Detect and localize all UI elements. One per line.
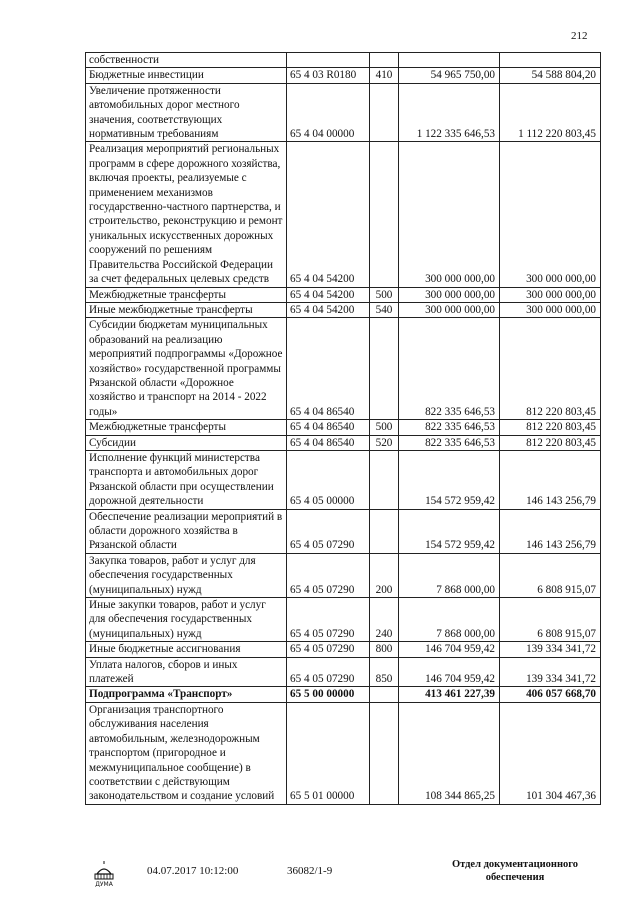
row-value-executed: 139 334 341,72 xyxy=(500,657,601,687)
table-row xyxy=(86,687,601,702)
row-name: Организация транспортного обслуживания населения автомобильным, железнодорожным транспортом (пригородное и межмуниципальное сообщение) в соответствии с действующим законодательством и создание условий xyxy=(86,702,287,804)
table-row xyxy=(86,642,601,657)
table-row xyxy=(86,287,601,302)
row-expense-type xyxy=(370,53,399,68)
row-name: Субсидии xyxy=(86,435,287,450)
row-name: Иные закупки товаров, работ и услуг для обеспечения государственных (муниципальных) нужд xyxy=(86,598,287,642)
table-row xyxy=(86,702,601,804)
row-name: собственности xyxy=(86,53,287,68)
row-expense-type: 850 xyxy=(370,657,399,687)
row-name: Иные бюджетные ассигнования xyxy=(86,642,287,657)
row-value-2017: 822 335 646,53 xyxy=(399,435,500,450)
table-row xyxy=(86,435,601,450)
row-name: Исполнение функций министерства транспорта и автомобильных дорог Рязанской области при осуществлении дорожной деятельности xyxy=(86,450,287,509)
row-name: Подпрограмма «Транспорт» xyxy=(86,687,287,702)
table-row xyxy=(86,83,601,142)
row-expense-type: 800 xyxy=(370,642,399,657)
table-row xyxy=(86,318,601,420)
row-value-2017: 7 868 000,00 xyxy=(399,553,500,597)
footer-department-line2: обеспечения xyxy=(485,872,545,883)
row-value-2017: 146 704 959,42 xyxy=(399,657,500,687)
row-code: 65 4 04 86540 xyxy=(287,435,370,450)
row-expense-type xyxy=(370,702,399,804)
row-value-executed: 54 588 804,20 xyxy=(500,68,601,83)
row-expense-type: 410 xyxy=(370,68,399,83)
footer-datetime: 04.07.2017 10:12:00 xyxy=(147,865,239,877)
row-value-2017: 300 000 000,00 xyxy=(399,142,500,287)
row-code: 65 4 05 07290 xyxy=(287,657,370,687)
row-value-2017: 1 122 335 646,53 xyxy=(399,83,500,142)
row-name: Обеспечение реализации мероприятий в области дорожного хозяйства в Рязанской области xyxy=(86,509,287,553)
table-row xyxy=(86,509,601,553)
row-value-executed: 139 334 341,72 xyxy=(500,642,601,657)
row-code: 65 4 04 86540 xyxy=(287,318,370,420)
row-value-2017: 154 572 959,42 xyxy=(399,509,500,553)
row-value-2017: 154 572 959,42 xyxy=(399,450,500,509)
row-expense-type xyxy=(370,509,399,553)
row-expense-type xyxy=(370,450,399,509)
row-value-2017: 413 461 227,39 xyxy=(399,687,500,702)
table-row xyxy=(86,53,601,68)
row-value-2017: 146 704 959,42 xyxy=(399,642,500,657)
row-value-2017: 7 868 000,00 xyxy=(399,598,500,642)
row-expense-type xyxy=(370,318,399,420)
row-code: 65 4 04 86540 xyxy=(287,420,370,435)
table-row xyxy=(86,420,601,435)
table-row xyxy=(86,657,601,687)
row-code: 65 4 04 54200 xyxy=(287,302,370,317)
row-name: Закупка товаров, работ и услуг для обеспечения государственных (муниципальных) нужд xyxy=(86,553,287,597)
row-expense-type: 240 xyxy=(370,598,399,642)
row-name: Бюджетные инвестиции xyxy=(86,68,287,83)
row-code: 65 4 05 00000 xyxy=(287,450,370,509)
row-value-executed: 300 000 000,00 xyxy=(500,302,601,317)
row-value-2017: 822 335 646,53 xyxy=(399,318,500,420)
row-value-2017 xyxy=(399,53,500,68)
table-row xyxy=(86,450,601,509)
row-value-executed: 6 808 915,07 xyxy=(500,553,601,597)
row-code: 65 4 03 R0180 xyxy=(287,68,370,83)
row-value-executed: 6 808 915,07 xyxy=(500,598,601,642)
row-name: Иные межбюджетные трансферты xyxy=(86,302,287,317)
duma-logo-text: ДУМА xyxy=(95,881,113,888)
row-value-2017: 300 000 000,00 xyxy=(399,287,500,302)
row-code: 65 4 05 07290 xyxy=(287,509,370,553)
row-value-executed xyxy=(500,53,601,68)
row-name: Увеличение протяженности автомобильных дорог местного значения, соответствующих нормативным требованиям xyxy=(86,83,287,142)
row-name: Межбюджетные трансферты xyxy=(86,287,287,302)
row-code: 65 4 05 07290 xyxy=(287,642,370,657)
row-value-executed: 1 112 220 803,45 xyxy=(500,83,601,142)
row-name: Реализация мероприятий региональных программ в сфере дорожного хозяйства, включая проекты, реализуемые с применением механизмов государственно-частного партнерства, и строительство, реконструкцию и ремонт уникальных искусственных дорожных сооружений по решениям Правительства Российской Федерации за счет федеральных целевых средств xyxy=(86,142,287,287)
row-expense-type: 200 xyxy=(370,553,399,597)
budget-table xyxy=(85,52,601,805)
table-row xyxy=(86,68,601,83)
row-code xyxy=(287,53,370,68)
budget-table-body xyxy=(86,53,601,805)
row-expense-type: 500 xyxy=(370,287,399,302)
row-value-2017: 822 335 646,53 xyxy=(399,420,500,435)
row-code: 65 4 04 54200 xyxy=(287,142,370,287)
row-expense-type xyxy=(370,687,399,702)
row-value-executed: 406 057 668,70 xyxy=(500,687,601,702)
row-code: 65 4 04 00000 xyxy=(287,83,370,142)
row-value-executed: 146 143 256,79 xyxy=(500,509,601,553)
row-value-executed: 812 220 803,45 xyxy=(500,435,601,450)
table-row xyxy=(86,142,601,287)
row-expense-type: 520 xyxy=(370,435,399,450)
row-name: Субсидии бюджетам муниципальных образований на реализацию мероприятий подпрограммы «Дорожное хозяйство» государственной программы Рязанской области «Дорожное хозяйство и транспорт на 2014 - 2022 годы» xyxy=(86,318,287,420)
row-expense-type: 500 xyxy=(370,420,399,435)
row-code: 65 4 05 07290 xyxy=(287,553,370,597)
row-code: 65 5 01 00000 xyxy=(287,702,370,804)
row-value-2017: 108 344 865,25 xyxy=(399,702,500,804)
row-code: 65 5 00 00000 xyxy=(287,687,370,702)
row-value-executed: 146 143 256,79 xyxy=(500,450,601,509)
row-code: 65 4 04 54200 xyxy=(287,287,370,302)
row-value-executed: 300 000 000,00 xyxy=(500,142,601,287)
duma-logo-icon xyxy=(88,860,120,888)
row-value-executed: 812 220 803,45 xyxy=(500,318,601,420)
row-value-executed: 812 220 803,45 xyxy=(500,420,601,435)
footer-department xyxy=(440,858,590,884)
footer-doc-number: 36082/1-9 xyxy=(287,865,333,877)
row-value-2017: 300 000 000,00 xyxy=(399,302,500,317)
row-value-executed: 300 000 000,00 xyxy=(500,287,601,302)
table-row xyxy=(86,302,601,317)
row-expense-type: 540 xyxy=(370,302,399,317)
row-value-2017: 54 965 750,00 xyxy=(399,68,500,83)
page-number: 212 xyxy=(571,30,588,42)
footer-department-line1: Отдел документационного xyxy=(451,859,579,870)
table-row xyxy=(86,598,601,642)
row-expense-type xyxy=(370,142,399,287)
row-name: Уплата налогов, сборов и иных платежей xyxy=(86,657,287,687)
row-code: 65 4 05 07290 xyxy=(287,598,370,642)
table-row xyxy=(86,553,601,597)
row-expense-type xyxy=(370,83,399,142)
row-name: Межбюджетные трансферты xyxy=(86,420,287,435)
row-value-executed: 101 304 467,36 xyxy=(500,702,601,804)
